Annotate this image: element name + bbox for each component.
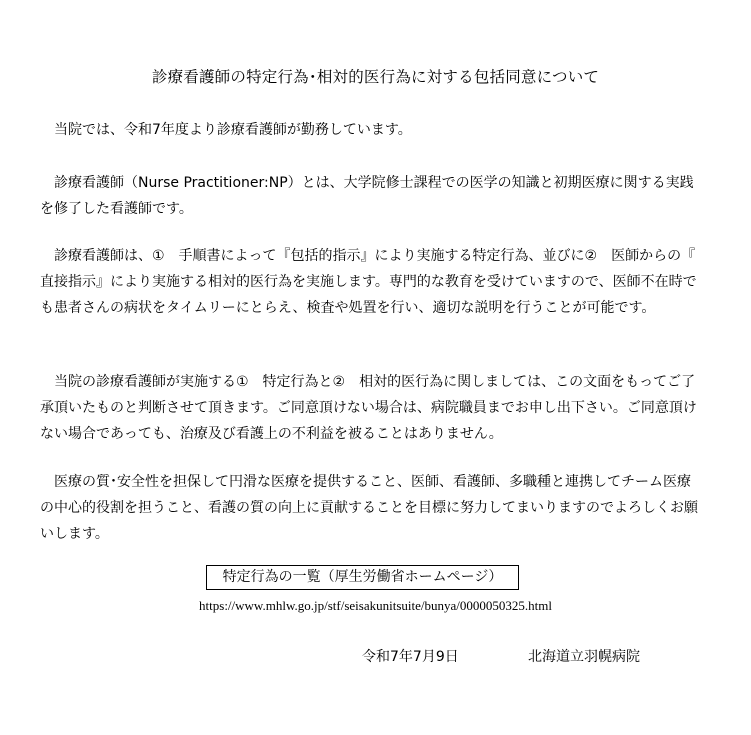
paragraph-consent: 当院の診療看護師が実施する① 特定行為と② 相対的医行為に関しましては、この文面をもってご了承頂いたものと判断させて頂きます。ご同意頂けない場合は、病院職員までお申し出下さい。ご同意頂けない場合であっても、治療及び看護上の不利益を被ることはありません。 [40,374,697,442]
document-title: 診療看護師の特定行為･相対的医行為に対する包括同意について [151,68,600,86]
paragraph-scope: 診療看護師は、① 手順書によって『包括的指示』により実施する特定行為、並びに② 医師からの『直接指示』により実施する相対的医行為を実施します。専門的な教育を受けていますので、医師不在時でも患者さんの病状をタイムリーにとらえ、検査や処置を行い、適切な説明を行うことが可能です。 [40,248,697,316]
paragraph-definition: 診療看護師（Nurse Practitioner:NP）とは、大学院修士課程での医学の知識と初期医療に関する実践を修了した看護師です。 [40,175,694,217]
mhlw-url-link[interactable]: https://www.mhlw.go.jp/stf/seisakunitsuite/bunya/0000050325.html [199,598,552,613]
paragraph-goals: 医療の質･安全性を担保して円滑な医療を提供すること、医師、看護師、多職種と連携してチーム医療の中心的役割を担うこと、看護の質の向上に貢献することを目標に努力してまいりますのでよろしくお願いします。 [40,474,698,542]
specified-acts-list-label: 特定行為の一覧（厚生労働省ホームページ） [206,565,519,590]
paragraph-intro: 当院では、令和7年度より診療看護師が勤務しています。 [54,122,412,138]
issue-date: 令和7年7月9日 [362,649,459,665]
hospital-name: 北海道立羽幌病院 [528,649,640,665]
